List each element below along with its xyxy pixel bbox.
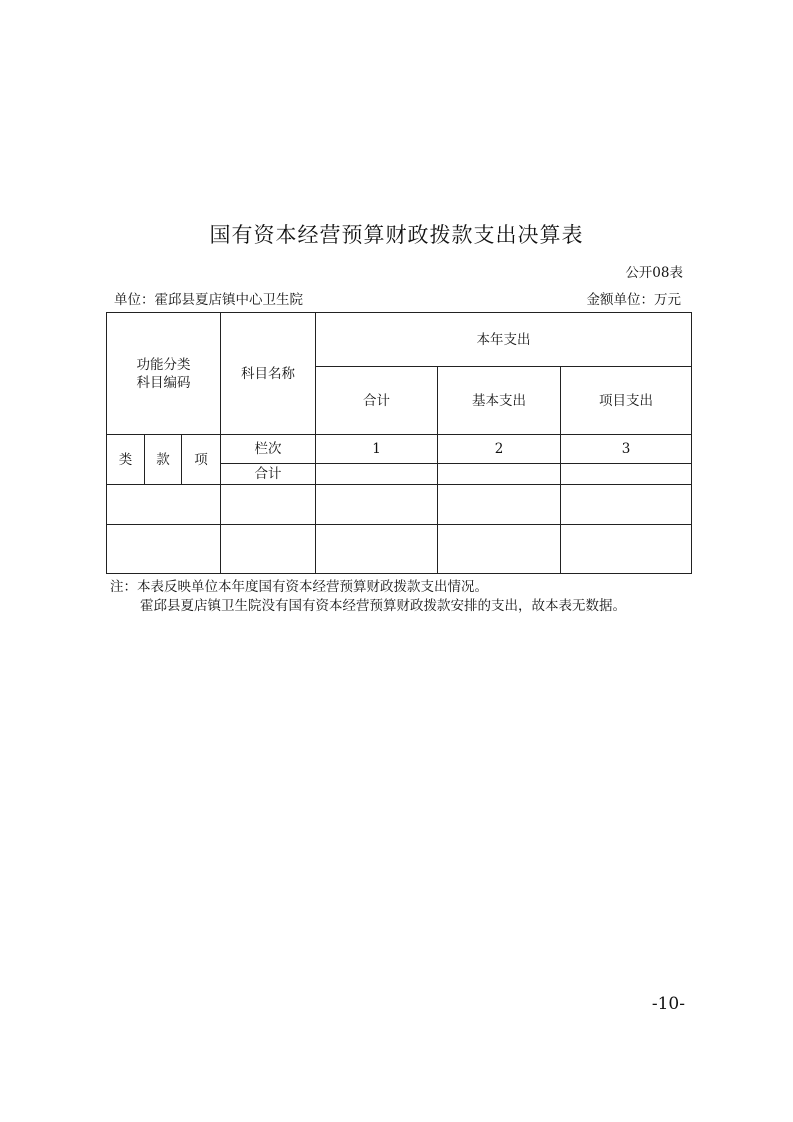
header-function-class bbox=[107, 313, 221, 435]
table-row bbox=[107, 525, 692, 574]
table-cell bbox=[438, 485, 561, 525]
note-line-2: 霍邱县夏店镇卫生院没有国有资本经营预算财政拨款安排的支出，故本表无数据。 bbox=[140, 598, 626, 614]
code-column-section: 款 bbox=[145, 435, 182, 485]
table-cell bbox=[561, 485, 692, 525]
amount-unit: 金额单位：万元 bbox=[586, 292, 681, 308]
header-current-year-expense: 本年支出 bbox=[316, 313, 692, 367]
page-number: -10- bbox=[651, 994, 685, 1014]
table-cell bbox=[221, 485, 316, 525]
header-total: 合计 bbox=[316, 367, 438, 435]
column-number-3: 3 bbox=[561, 435, 692, 464]
note-line-1: 注：本表反映单位本年度国有资本经营预算财政拨款支出情况。 bbox=[110, 579, 488, 595]
header-basic-expense: 基本支出 bbox=[438, 367, 561, 435]
header-function-class-line1: 功能分类 bbox=[136, 356, 191, 373]
table-cell bbox=[316, 525, 438, 574]
form-code: 公开08表 bbox=[625, 265, 683, 281]
header-function-class-line2: 科目编码 bbox=[136, 374, 191, 391]
expense-table bbox=[106, 312, 692, 574]
table-notes bbox=[110, 578, 626, 616]
table-row bbox=[107, 485, 692, 525]
header-project-expense: 项目支出 bbox=[561, 367, 692, 435]
table-cell bbox=[107, 485, 221, 525]
table-cell bbox=[316, 485, 438, 525]
page-title: 国有资本经营预算财政拨款支出决算表 bbox=[209, 223, 584, 247]
table-cell bbox=[107, 525, 221, 574]
table-cell bbox=[561, 525, 692, 574]
total-row-cell bbox=[561, 464, 692, 485]
total-row-cell bbox=[438, 464, 561, 485]
table-cell bbox=[438, 525, 561, 574]
header-subject-name: 科目名称 bbox=[221, 313, 316, 435]
column-number-2: 2 bbox=[438, 435, 561, 464]
column-index-label: 栏次 bbox=[221, 435, 316, 464]
reporting-unit: 单位：霍邱县夏店镇中心卫生院 bbox=[114, 292, 303, 308]
code-column-class: 类 bbox=[107, 435, 145, 485]
total-row-cell bbox=[316, 464, 438, 485]
total-row-label: 合计 bbox=[221, 464, 316, 485]
table-cell bbox=[221, 525, 316, 574]
code-column-item: 项 bbox=[182, 435, 221, 485]
column-number-1: 1 bbox=[316, 435, 438, 464]
